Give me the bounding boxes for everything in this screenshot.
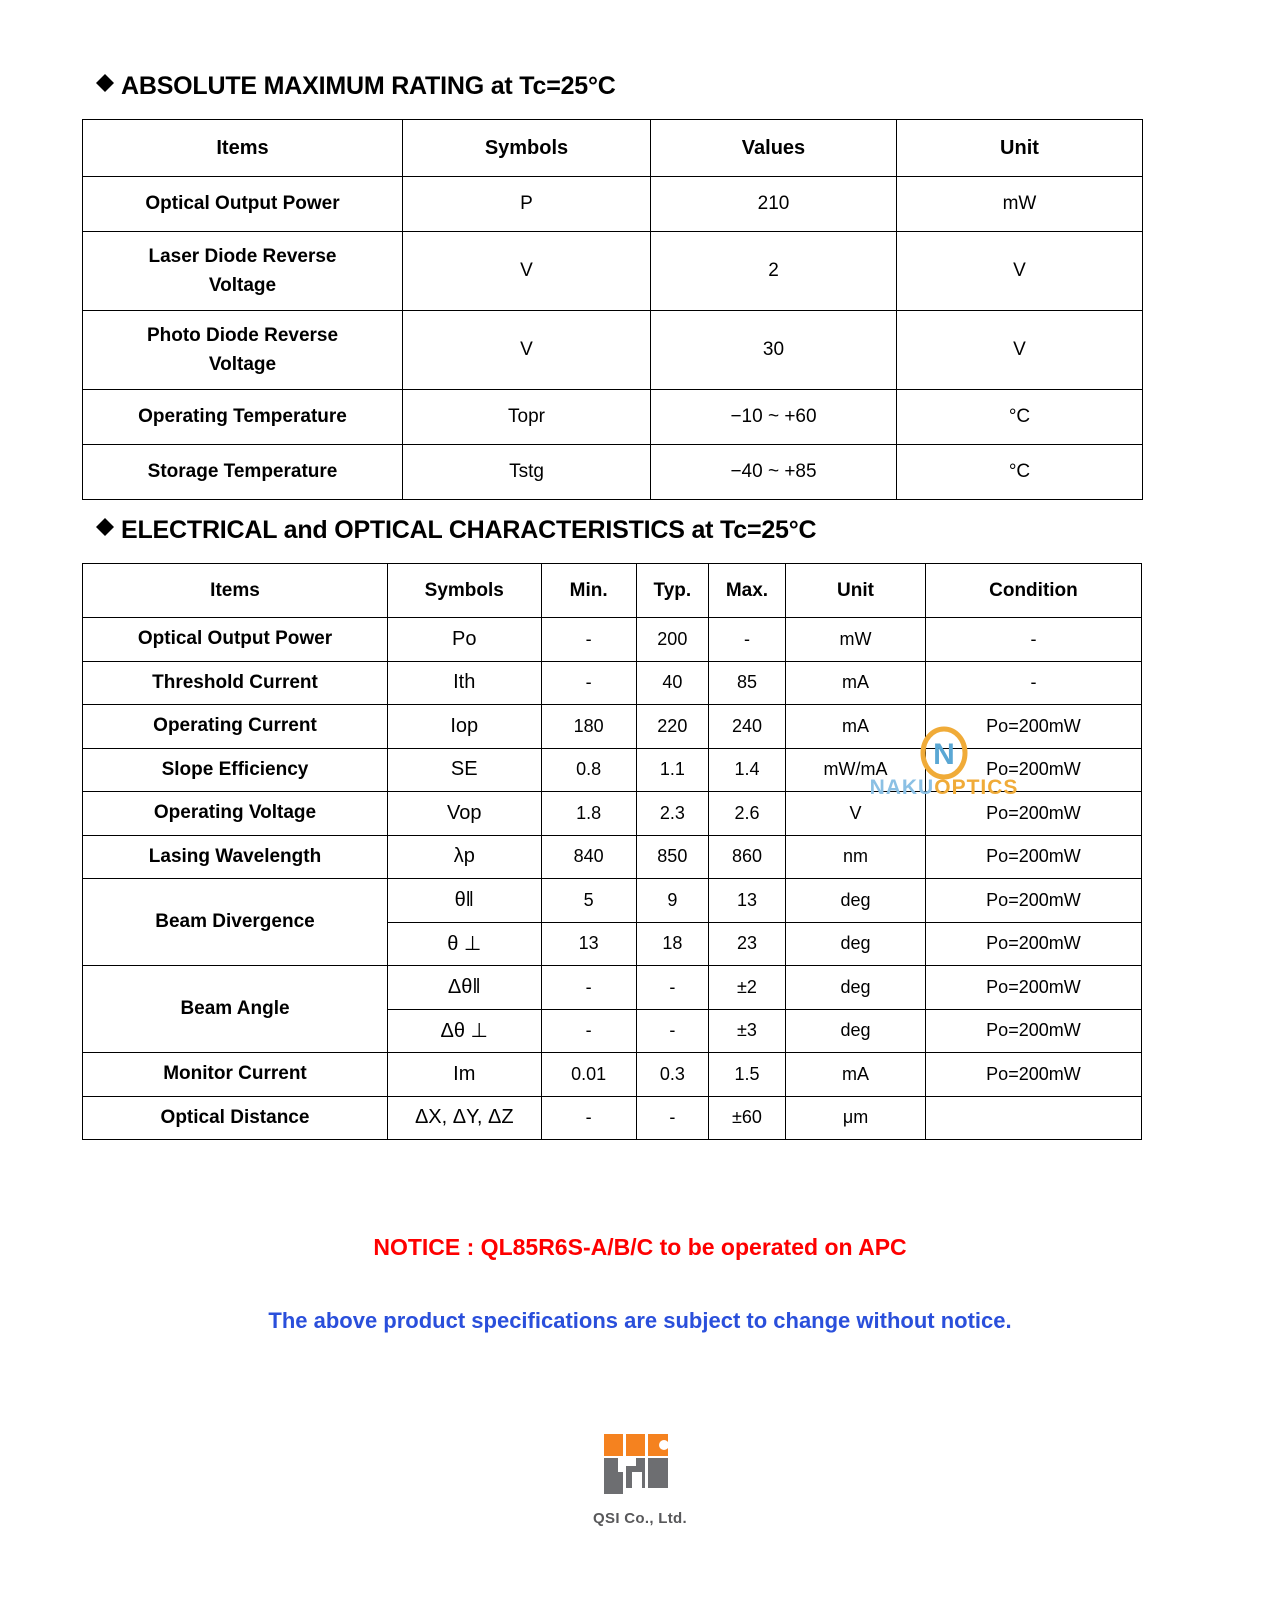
cell-symbol: Δθ ⊥: [387, 1009, 541, 1053]
column-header-typ: Typ.: [636, 564, 708, 618]
column-header-condition: Condition: [925, 564, 1141, 618]
cell-unit: mA: [786, 661, 926, 705]
cell-item-line-1: Laser Diode Reverse: [148, 245, 337, 267]
cell-min: -: [541, 1009, 636, 1053]
cell-item: Monitor Current: [83, 1053, 388, 1097]
cell-item: Storage Temperature: [83, 445, 403, 500]
cell-min: 13: [541, 922, 636, 966]
cell-max: ±2: [708, 966, 785, 1010]
cell-max: 85: [708, 661, 785, 705]
cell-unit: V: [897, 232, 1143, 311]
qsi-logo-icon: [0, 1428, 1280, 1505]
cell-min: -: [541, 618, 636, 662]
cell-condition: Po=200mW: [925, 1053, 1141, 1097]
cell-item: Slope Efficiency: [83, 748, 388, 792]
table-row: [83, 618, 1142, 662]
cell-max: -: [708, 618, 785, 662]
table-row: [83, 661, 1142, 705]
cell-max: 240: [708, 705, 785, 749]
cell-item: Optical Output Power: [83, 177, 403, 232]
cell-item: [83, 311, 403, 390]
column-header-values: Values: [651, 120, 897, 177]
cell-typ: 9: [636, 879, 708, 923]
cell-item: Operating Voltage: [83, 792, 388, 836]
column-header-symbols: Symbols: [403, 120, 651, 177]
cell-item: Optical Output Power: [83, 618, 388, 662]
section-heading-absolute-maximum-rating: [96, 72, 616, 101]
cell-item: Lasing Wavelength: [83, 835, 388, 879]
cell-unit: deg: [786, 1009, 926, 1053]
cell-unit: V: [786, 792, 926, 836]
column-header-unit: Unit: [786, 564, 926, 618]
cell-typ: 18: [636, 922, 708, 966]
table-row: [83, 177, 1143, 232]
cell-value: 2: [651, 232, 897, 311]
table-header-row: [83, 120, 1143, 177]
cell-condition: Po=200mW: [925, 922, 1141, 966]
cell-unit: mA: [786, 1053, 926, 1097]
cell-typ: 220: [636, 705, 708, 749]
cell-condition: -: [925, 618, 1141, 662]
cell-item: [83, 232, 403, 311]
column-header-max: Max.: [708, 564, 785, 618]
table-row: [83, 390, 1143, 445]
diamond-bullet-icon: [96, 83, 114, 101]
cell-min: 0.8: [541, 748, 636, 792]
table-row: [83, 445, 1143, 500]
cell-item: Threshold Current: [83, 661, 388, 705]
cell-unit: V: [897, 311, 1143, 390]
cell-item-line-2: Voltage: [208, 354, 277, 375]
cell-min: -: [541, 966, 636, 1010]
cell-unit: mA: [786, 705, 926, 749]
cell-value: 210: [651, 177, 897, 232]
heading-2-text: ELECTRICAL and OPTICAL CHARACTERISTICS at Tc=25°C: [121, 516, 817, 544]
table-row: [83, 1053, 1142, 1097]
cell-condition: Po=200mW: [925, 966, 1141, 1010]
cell-max: 1.4: [708, 748, 785, 792]
column-header-items: Items: [83, 564, 388, 618]
table-row: [83, 311, 1143, 390]
cell-unit: deg: [786, 879, 926, 923]
cell-condition: Po=200mW: [925, 1009, 1141, 1053]
cell-symbol: Δθ‖: [387, 966, 541, 1010]
cell-value: −10 ~ +60: [651, 390, 897, 445]
cell-min: 0.01: [541, 1053, 636, 1097]
cell-max: 13: [708, 879, 785, 923]
diamond-bullet-icon: [96, 527, 114, 545]
cell-typ: 0.3: [636, 1053, 708, 1097]
cell-symbol: λp: [387, 835, 541, 879]
cell-symbol: Ith: [387, 661, 541, 705]
cell-unit: μm: [786, 1096, 926, 1140]
cell-max: ±3: [708, 1009, 785, 1053]
cell-symbol: θ ⊥: [387, 922, 541, 966]
cell-max: 23: [708, 922, 785, 966]
table-row: [83, 1096, 1142, 1140]
cell-max: 1.5: [708, 1053, 785, 1097]
column-header-symbols: Symbols: [387, 564, 541, 618]
cell-symbol: P: [403, 177, 651, 232]
cell-unit: deg: [786, 922, 926, 966]
cell-typ: 2.3: [636, 792, 708, 836]
cell-unit: mW/mA: [786, 748, 926, 792]
table-row: [83, 835, 1142, 879]
cell-item-line-1: Photo Diode Reverse: [146, 324, 339, 346]
table-row: [83, 966, 1142, 1010]
column-header-min: Min.: [541, 564, 636, 618]
watermark-text-left: NAKU: [869, 776, 935, 799]
footer-logo: [0, 1428, 1280, 1527]
watermark-text-right: OPTICS: [934, 776, 1019, 799]
column-header-unit: Unit: [897, 120, 1143, 177]
cell-symbol: V: [403, 311, 651, 390]
cell-max: 860: [708, 835, 785, 879]
cell-item-line-2: Voltage: [208, 275, 277, 296]
cell-unit: nm: [786, 835, 926, 879]
cell-item: Operating Current: [83, 705, 388, 749]
cell-symbol: Po: [387, 618, 541, 662]
cell-symbol: SE: [387, 748, 541, 792]
cell-min: -: [541, 1096, 636, 1140]
cell-symbol: Im: [387, 1053, 541, 1097]
cell-symbol: Vop: [387, 792, 541, 836]
cell-item: Beam Angle: [83, 966, 388, 1053]
cell-item: Beam Divergence: [83, 879, 388, 966]
cell-unit: °C: [897, 390, 1143, 445]
cell-min: -: [541, 661, 636, 705]
svg-text:N: N: [933, 738, 955, 771]
cell-typ: 850: [636, 835, 708, 879]
cell-unit: mW: [786, 618, 926, 662]
section-heading-electrical-optical-characteristics: [96, 516, 816, 545]
cell-item: Optical Distance: [83, 1096, 388, 1140]
cell-item: Operating Temperature: [83, 390, 403, 445]
cell-min: 1.8: [541, 792, 636, 836]
cell-symbol: Topr: [403, 390, 651, 445]
cell-typ: 1.1: [636, 748, 708, 792]
table-row: [83, 879, 1142, 923]
column-header-items: Items: [83, 120, 403, 177]
cell-max: 2.6: [708, 792, 785, 836]
cell-min: 180: [541, 705, 636, 749]
cell-typ: 200: [636, 618, 708, 662]
cell-min: 5: [541, 879, 636, 923]
table-row: [83, 748, 1142, 792]
cell-condition: Po=200mW: [925, 879, 1141, 923]
cell-symbol: θ‖: [387, 879, 541, 923]
cell-condition: Po=200mW: [925, 748, 1141, 792]
cell-condition: Po=200mW: [925, 835, 1141, 879]
cell-symbol: Iop: [387, 705, 541, 749]
cell-symbol: V: [403, 232, 651, 311]
cell-typ: -: [636, 1009, 708, 1053]
cell-condition: Po=200mW: [925, 792, 1141, 836]
cell-symbol: ΔX, ΔY, ΔZ: [387, 1096, 541, 1140]
cell-value: −40 ~ +85: [651, 445, 897, 500]
cell-value: 30: [651, 311, 897, 390]
cell-condition: [925, 1096, 1141, 1140]
cell-symbol: Tstg: [403, 445, 651, 500]
notice-subject-to-change: The above product specifications are subject to change without notice.: [268, 1308, 1012, 1333]
heading-1-text: ABSOLUTE MAXIMUM RATING at Tc=25°C: [121, 72, 616, 100]
notice-apc: NOTICE : QL85R6S-A/B/C to be operated on APC: [373, 1234, 907, 1260]
cell-min: 840: [541, 835, 636, 879]
electrical-optical-characteristics-table: [82, 563, 1142, 1140]
cell-typ: -: [636, 966, 708, 1010]
cell-unit: °C: [897, 445, 1143, 500]
table-header-row: [83, 564, 1142, 618]
cell-typ: -: [636, 1096, 708, 1140]
company-name: QSI Co., Ltd.: [593, 1510, 687, 1527]
table-row: [83, 232, 1143, 311]
table-row: [83, 705, 1142, 749]
absolute-maximum-rating-table: [82, 119, 1143, 500]
cell-max: ±60: [708, 1096, 785, 1140]
table-row: [83, 792, 1142, 836]
cell-condition: -: [925, 661, 1141, 705]
cell-typ: 40: [636, 661, 708, 705]
cell-unit: mW: [897, 177, 1143, 232]
cell-unit: deg: [786, 966, 926, 1010]
cell-condition: Po=200mW: [925, 705, 1141, 749]
